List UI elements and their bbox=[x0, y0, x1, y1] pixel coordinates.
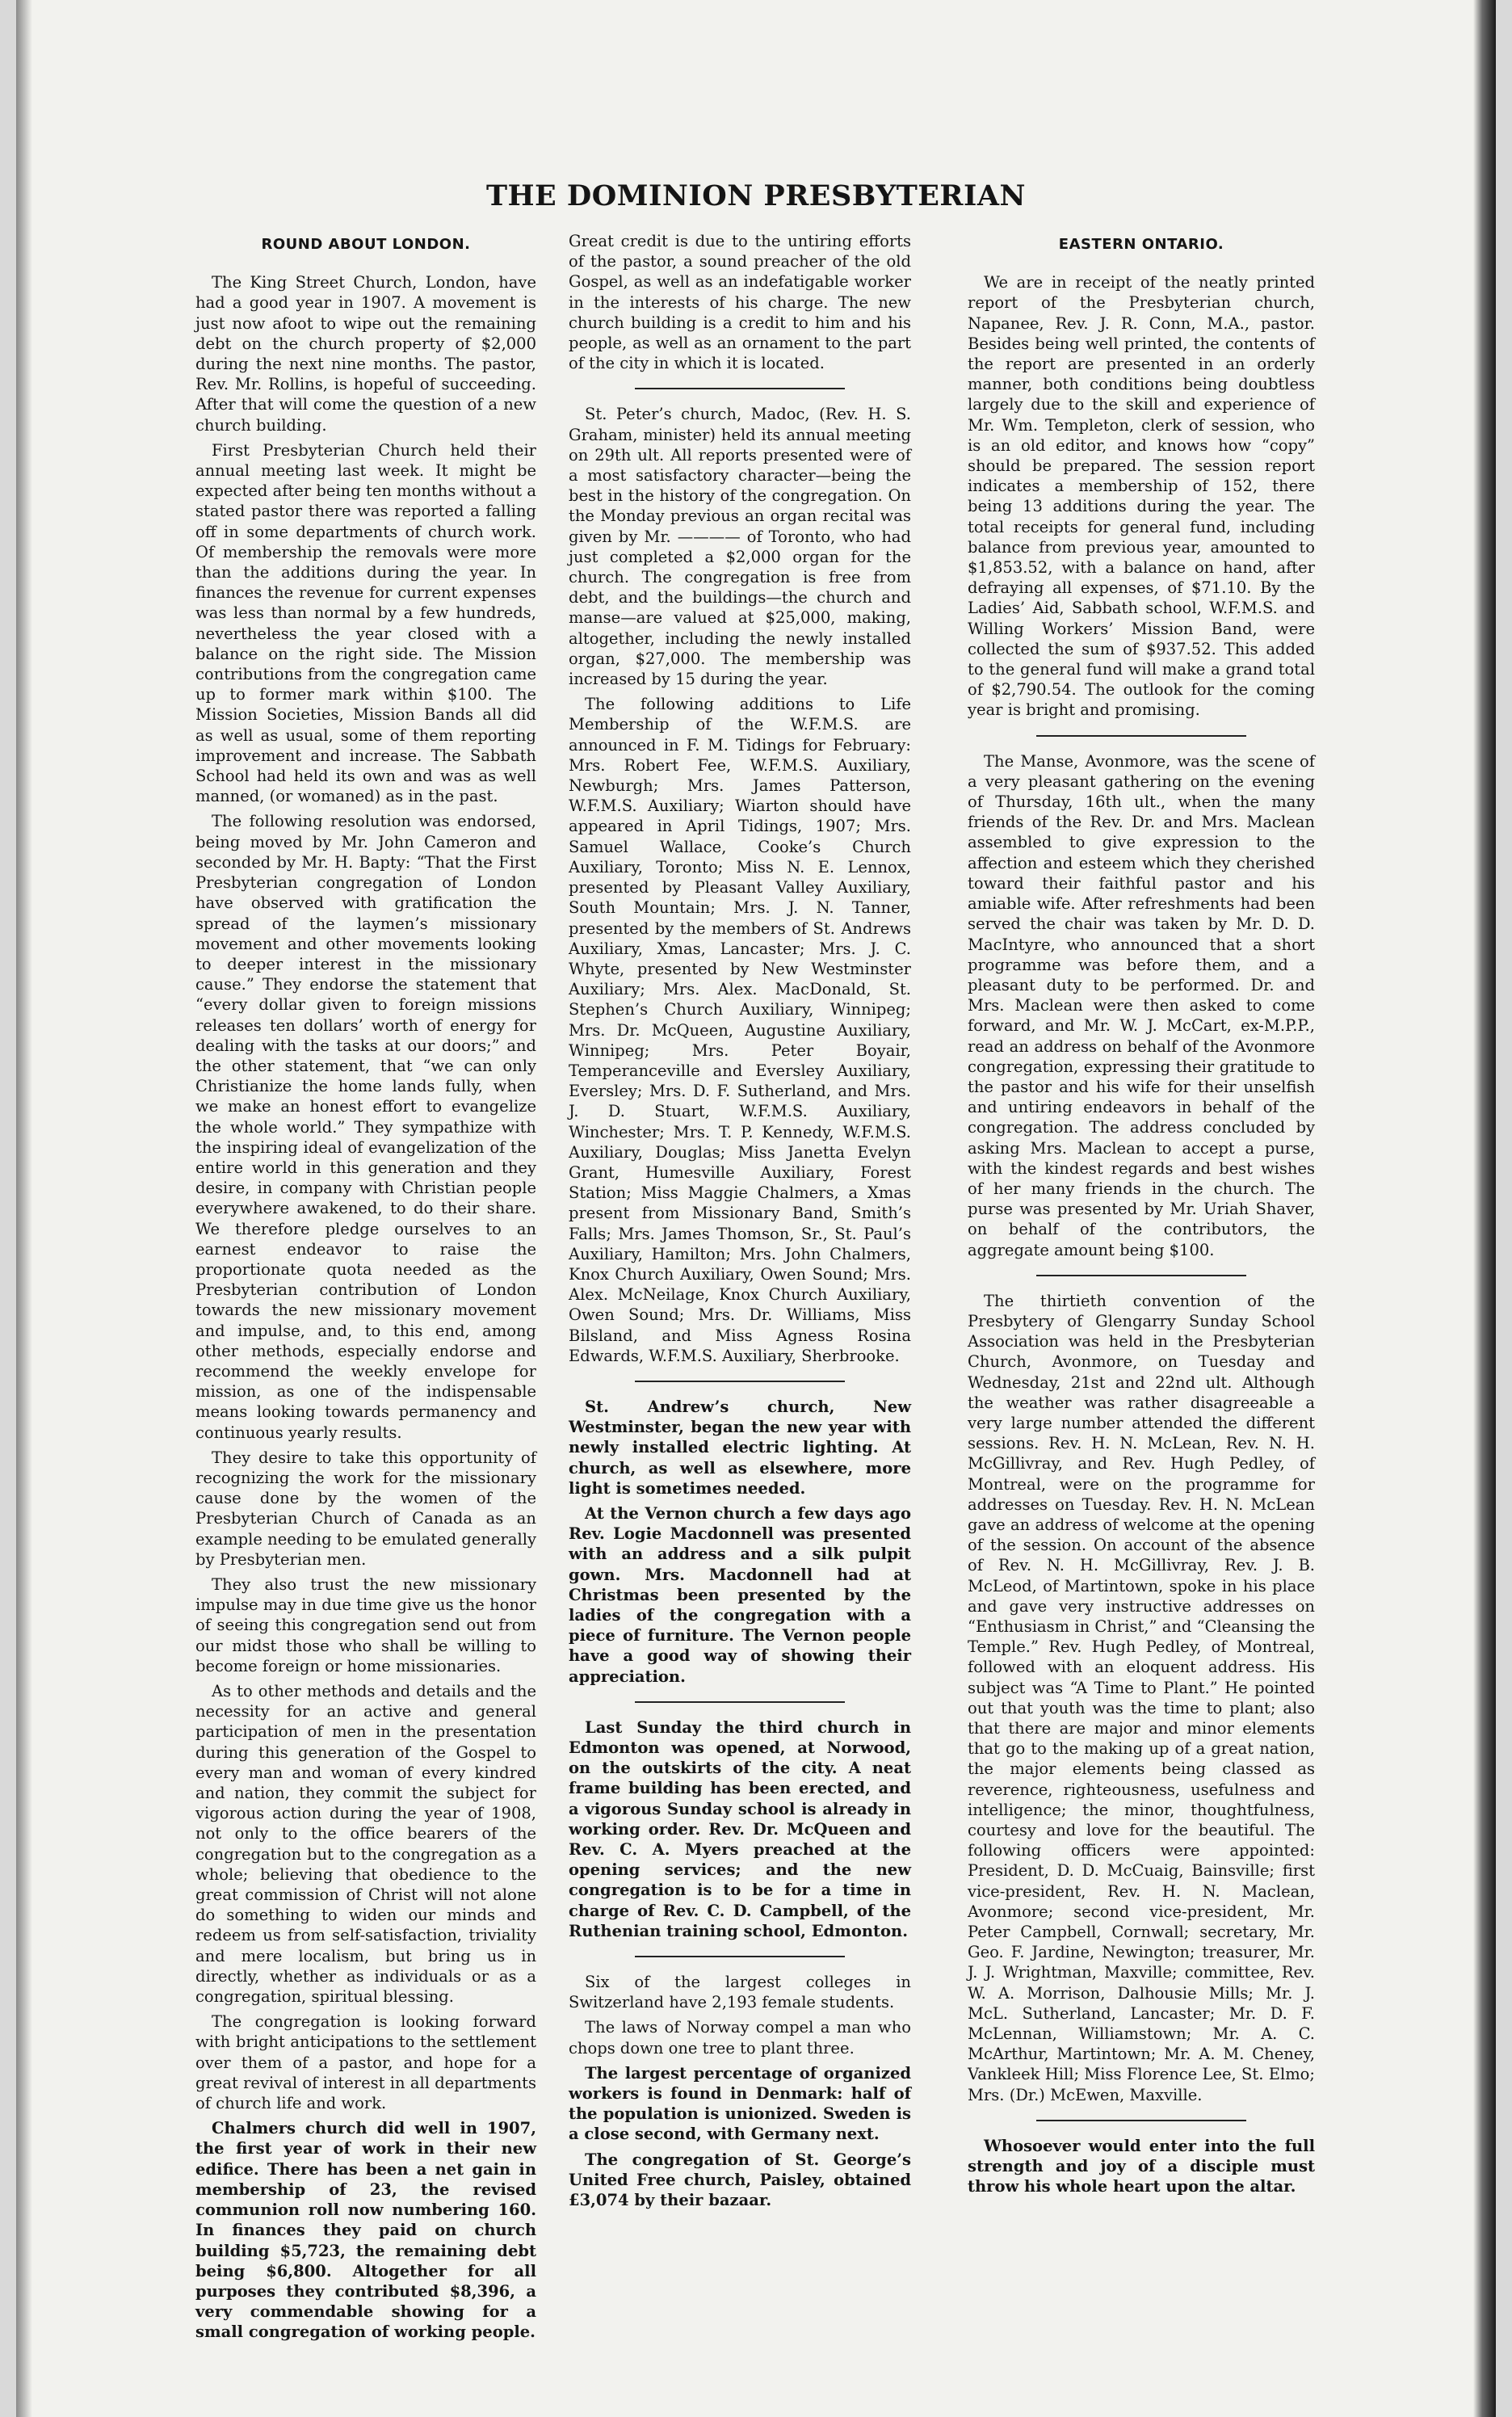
column-1 bbox=[195, 231, 536, 2348]
paragraph: The Manse, Avonmore, was the scene of a very pleasant gathering on the evening of Thursday, 16th ult., when the many friends of the Rev. Dr. and Mrs. Maclean assembled to give expression to the affection and esteem which they cherished toward their faithful pastor and his amiable wife. After refreshments had been served the chair was taken by Mr. D. D. MacIntyre, who announced that a short programme was before them, and a pleasant duty to be performed. Dr. and Mrs. Maclean were then asked to come forward, and Mr. W. J. McCart, ex-M.P.P., read an address on behalf of the Avonmore congregation, expressing their gratitude to the pastor and his wife for their unselfish and untiring endeavors in behalf of the congregation. The address concluded by asking Mrs. Maclean to accept a purse, with the kindest regards and best wishes of her many friends in the church. The purse was presented by Mr. Uriah Shaver, on behalf of the contributors, the aggregate amount being $100. bbox=[968, 751, 1315, 1259]
divider bbox=[1036, 1275, 1246, 1276]
paragraph: First Presbyterian Church held their annual meeting last week. It might be expected after being ten months without a stated pastor there was reported a falling off in some departments of church work. Of membership the removals were more than the additions during the year. In finances the revenue for current expenses was less than normal by a few hundreds, nevertheless the year closed with a balance on the right side. The Mission contributions from the congregation came up to former mark within $100. The Mission Societies, Mission Bands all did as well as usual, some of them reporting improvement and increase. The Sabbath School had held its own and was as well manned, (or womaned) as in the past. bbox=[195, 440, 536, 806]
paragraph: Six of the largest colleges in Switzerland have 2,193 female students. bbox=[569, 1973, 911, 2012]
masthead-title: THE DOMINION PRESBYTERIAN bbox=[485, 179, 1027, 212]
divider bbox=[1036, 2120, 1246, 2121]
paragraph: The following additions to Life Membership of the W.F.M.S. are announced in F. M. Tidings for February: Mrs. Robert Fee, W.F.M.S. Auxiliary, Newburgh; Mrs. James Patterson, W.F.M.S. Auxiliary; Wiarton should have appeared in April Tidings, 1907; Mrs. Samuel Wallace, Cooke’s Church Auxiliary, Toronto; Miss N. E. Lennox, presented by Pleasant Valley Auxiliary, South Mountain; Mrs. J. N. Tanner, presented by the members of St. Andrews Auxiliary, Xmas, Lancaster; Mrs. J. C. Whyte, presented by New Westminster Auxiliary; Mrs. Alex. MacDonald, St. Stephen’s Church Auxiliary, Winnipeg; Mrs. Dr. McQueen, Augustine Auxiliary, Winnipeg; Mrs. Peter Boyair, Temperanceville and Eversley Auxiliary, Eversley; Mrs. D. F. Sutherland, and Mrs. J. D. Stuart, W.F.M.S. Auxiliary, Winchester; Mrs. T. P. Kennedy, W.F.M.S. Auxiliary, Douglas; Miss Janetta Evelyn Grant, Humesville Auxiliary, Forest Station; Miss Maggie Chalmers, a Xmas present from Missionary Band, Smith’s Falls; Mrs. James Thomson, Sr., St. Paul’s Auxiliary, Hamilton; Mrs. John Chalmers, Knox Church Auxiliary, Owen Sound; Mrs. Alex. McNeilage, Knox Church Auxiliary, Owen Sound; Mrs. Dr. Williams, Miss Bilsland, and Miss Agness Rosina Edwards, W.F.M.S. Auxiliary, Sherbrooke. bbox=[569, 695, 911, 1365]
divider bbox=[635, 1701, 845, 1703]
paragraph: Whosoever would enter into the full strength and joy of a disciple must throw his whole heart upon the altar. bbox=[968, 2136, 1315, 2196]
section-heading-london: ROUND ABOUT LONDON. bbox=[261, 236, 471, 253]
paragraph: We are in receipt of the neatly printed report of the Presbyterian church, Napanee, Rev. J. R. Conn, M.A., pastor. Besides being well printed, the contents of the report are presented in an orderly manner, both conditions being doubtless largely due to the skill and experience of Mr. Wm. Templeton, clerk of session, who is an old editor, and knows how “copy” should be prepared. The session report indicates a membership of 152, there being 13 additions during the year. The total receipts for general fund, including balance from previous year, amounted to $1,853.52, with a balance on hand, after defraying all expenses, of $71.10. By the Ladies’ Aid, Sabbath school, W.F.M.S. and Willing Workers’ Mission Band, were collected the sum of $937.52. This added to the general fund will make a grand total of $2,790.54. The outlook for the coming year is bright and promising. bbox=[968, 273, 1315, 720]
paragraph: St. Andrew’s church, New Westminster, began the new year with newly installed electric lighting. At church, as well as elsewhere, more light is sometimes needed. bbox=[569, 1397, 911, 1498]
divider bbox=[635, 1381, 845, 1382]
paragraph: St. Peter’s church, Madoc, (Rev. H. S. Graham, minister) held its annual meeting on 29th ult. All reports presented were of a most satisfactory character—being the best in the history of the congregation. On the Monday previous an organ recital was given by Mr. ———— of Toronto, who had just completed a $2,000 organ for the church. The congregation is free from debt, and the buildings—the church and manse—are valued at $25,000, making, altogether, including the newly installed organ, $27,000. The membership was increased by 15 during the year. bbox=[569, 405, 911, 689]
paragraph: The King Street Church, London, have had a good year in 1907. A movement is just now afoot to wipe out the remaining debt on the church property of $2,000 during the next nine months. The pastor, Rev. Mr. Rollins, is hopeful of succeeding. After that will come the question of a new church building. bbox=[195, 273, 536, 435]
paragraph: The congregation of St. George’s United Free church, Paisley, obtained £3,074 by their bazaar. bbox=[569, 2150, 911, 2210]
paragraph: At the Vernon church a few days ago Rev. Logie Macdonnell was presented with an address and a silk pulpit gown. Mrs. Macdonnell had at Christmas been presented by the ladies of the congregation with a piece of furniture. The Vernon people have a good way of showing their appreciation. bbox=[569, 1503, 911, 1686]
newspaper-page bbox=[16, 0, 1496, 2417]
column-2 bbox=[569, 231, 911, 2215]
paragraph: The largest percentage of organized workers is found in Denmark: half of the population is unionized. Sweden is a close second, with Germany next. bbox=[569, 2063, 911, 2144]
page-right-edge bbox=[1473, 0, 1496, 2417]
paragraph: As to other methods and details and the necessity for an active and general participation of men in the presentation during this generation of the Gospel to every man and woman of every kindred and nation, they commit the subject for vigorous action during the year of 1908, not only to the office bearers of the congregation but to the congregation as a whole; believing that obedience to the great commission of Christ will not alone do something to widen our minds and redeem us from self-satisfaction, triviality and mere localism, but bring us in directly, whether as individuals or as a congregation, spiritual blessing. bbox=[195, 1682, 536, 2007]
paragraph: Great credit is due to the untiring efforts of the pastor, a sound preacher of the old Gospel, as well as an indefatigable worker in the interests of his charge. The new church building is a credit to him and his people, as well as an ornament to the part of the city in which it is located. bbox=[569, 232, 911, 373]
paragraph: The following resolution was endorsed, being moved by Mr. John Cameron and seconded by Mr. H. Bapty: “That the First Presbyterian congregation of London have observed with gratification the spread of the laymen’s missionary movement and other movements looking to deeper interest in the missionary cause.” They endorse the statement that “every dollar given to foreign missions releases ten dollars’ worth of energy for dealing with the tasks at our doors;” and the other statement, that “we can only Christianize the home lands fully, when we make an honest effort to evangelize the whole world.” They sympathize with the inspiring ideal of evangelization of the entire world in this generation and they desire, in company with Christian people everywhere awakened, to do their share. We therefore pledge ourselves to an earnest endeavor to raise the proportionate quota needed as the Presbyterian contribution of London towards the new missionary movement and impulse, and, to this end, among other methods, especially endorse and recommend the weekly envelope for mission, as one of the indispensable means looking towards permanency and continuous yearly results. bbox=[195, 812, 536, 1442]
paragraph: Chalmers church did well in 1907, the first year of work in their new edifice. There has been a net gain in membership of 23, the revised communion roll now numbering 160. In finances they paid on church building $5,723, the remaining debt being $6,800. Altogether for all purposes they contributed $8,396, a very commendable showing for a small congregation of working people. bbox=[195, 2119, 536, 2342]
paragraph: The thirtieth convention of the Presbytery of Glengarry Sunday School Association was held in the Presbyterian Church, Avonmore, on Tuesday and Wednesday, 21st and 22nd ult. Although the weather was rather disagreeable a very large number attended the different sessions. Rev. H. N. McLean, Rev. N. H. McGillivray, and Rev. Hugh Pedley, of Montreal, were on the programme for addresses on Tuesday. Rev. H. N. McLean gave an address of welcome at the opening of the session. On account of the absence of Rev. N. H. McGillivray, Rev. J. B. McLeod, of Martintown, spoke in his place and gave very instructive addresses on “Enthusiasm in Christ,” and “Cleansing the Temple.” Rev. Hugh Pedley, of Montreal, followed with an eloquent address. His subject was “A Time to Plant.” He pointed out that youth was the time to plant; also that there are major and minor elements that go to the making up of a great nation, the major elements being classed as reverence, righteousness, usefulness and intelligence; the minor, thoughtfulness, courtesy and love for the beautiful. The following officers were appointed: President, D. D. McCuaig, Bainsville; first vice-president, Rev. H. N. Maclean, Avonmore; second vice-president, Mr. Peter Campbell, Cornwall; secretary, Mr. Geo. F. Jardine, Newington; treasurer, Mr. J. J. Wrightman, Maxville; committee, Rev. W. A. Morrison, Dalhousie Mills; Mr. J. McL. Sutherland, Lancaster; Mr. D. F. McLennan, Williamstown; Mr. A. C. McArthur, Martintown; Mr. A. M. Cheney, Vankleek Hill; Miss Florence Lee, St. Elmo; Mrs. (Dr.) McEwen, Maxville. bbox=[968, 1291, 1315, 2104]
divider bbox=[1036, 735, 1246, 737]
paragraph: Last Sunday the third church in Edmonton was opened, at Norwood, on the outskirts of the city. A neat frame building has been erected, and a vigorous Sunday school is already in working order. Rev. Dr. McQueen and Rev. C. A. Myers preached at the opening services; and the new congregation is to be for a time in charge of Rev. C. D. Campbell, of the Ruthenian training school, Edmonton. bbox=[569, 1717, 911, 1940]
paragraph: They also trust the new missionary impulse may in due time give us the honor of seeing this congregation send out from our midst those who shall be willing to become foreign or home missionaries. bbox=[195, 1575, 536, 1675]
section-heading-eastern-ontario: EASTERN ONTARIO. bbox=[1058, 236, 1224, 253]
paragraph: The congregation is looking forward with bright anticipations to the settlement over them of a pastor, and hope for a great revival of interest in all departments of church life and work. bbox=[195, 2012, 536, 2113]
column-3 bbox=[968, 231, 1315, 2201]
divider bbox=[635, 388, 845, 389]
paragraph: The laws of Norway compel a man who chops down one tree to plant three. bbox=[569, 2018, 911, 2058]
divider bbox=[635, 1956, 845, 1957]
paragraph: They desire to take this opportunity of recognizing the work for the missionary cause done by the women of the Presbyterian Church of Canada as an example needing to be emulated generally by Presbyterian men. bbox=[195, 1448, 536, 1569]
page-left-shadow bbox=[16, 0, 32, 2417]
